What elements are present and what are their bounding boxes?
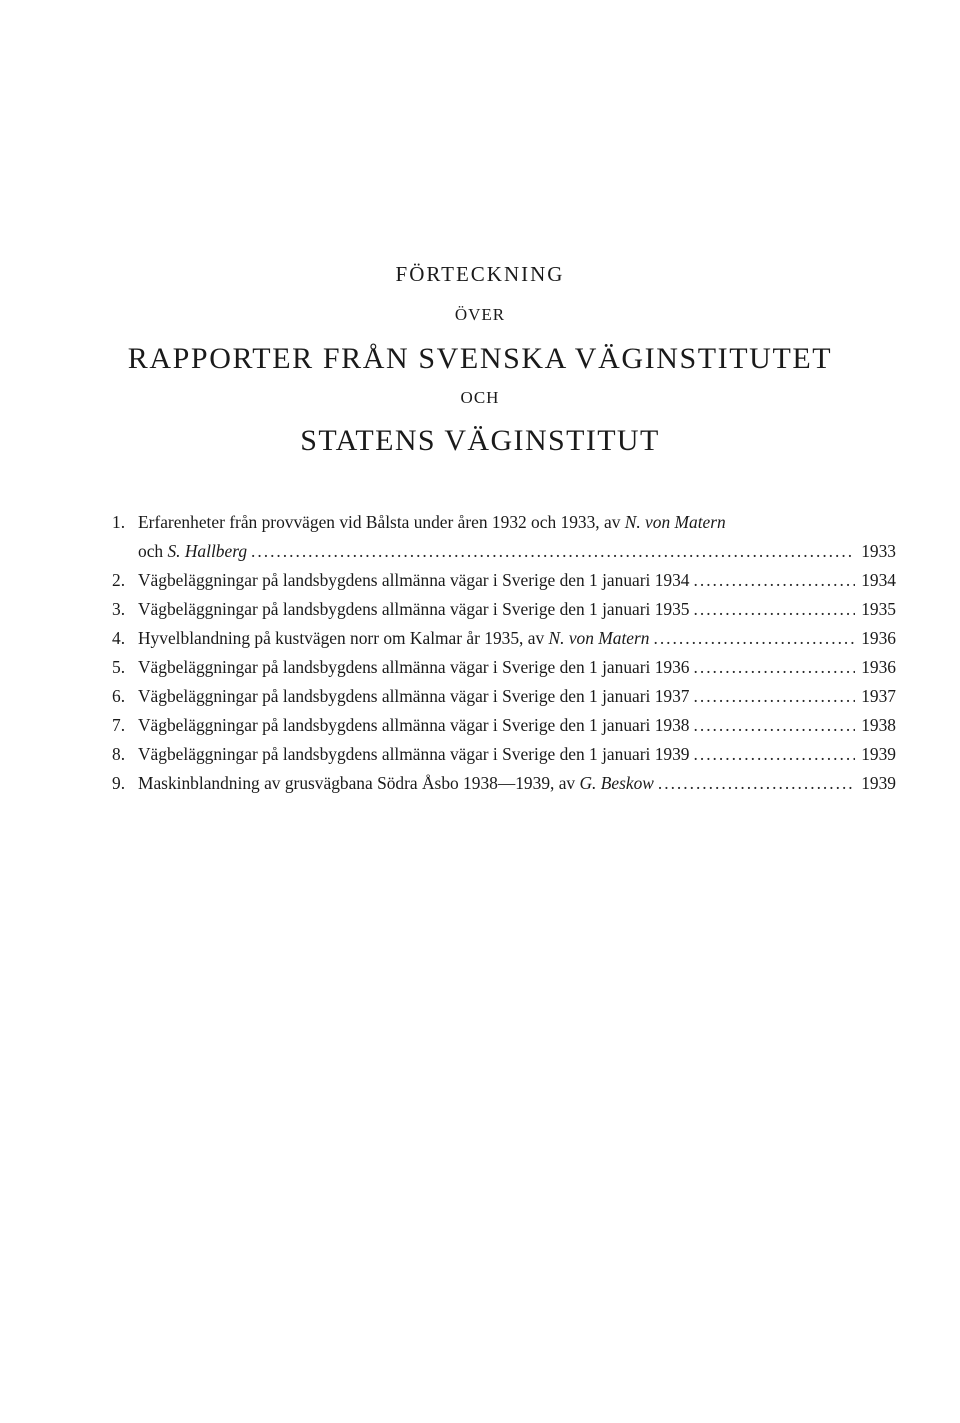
entry-number: 4. <box>112 628 126 648</box>
entry-number: 3. <box>112 599 126 619</box>
entry-year: 1938 <box>861 715 896 735</box>
entry-year: 1934 <box>861 570 896 590</box>
list-item <box>112 595 896 624</box>
entry-title: Maskinblandning av grusvägbana Södra Åsbo 1938—1939, av G. Beskow <box>138 773 654 793</box>
entry-year: 1939 <box>861 773 896 793</box>
heading-over: ÖVER <box>454 305 506 324</box>
dot-leader <box>251 537 855 566</box>
entry-number: 2. <box>112 570 126 590</box>
entry-number: 8. <box>112 744 126 764</box>
entry-title: Vägbeläggningar på landsbygdens allmänna vägar i Sverige den 1 januari 1938 <box>138 715 690 735</box>
entry-number: 9. <box>112 773 126 793</box>
list-item <box>112 653 896 682</box>
heading-forteckning: FÖRTECKNING <box>395 262 565 286</box>
dot-leader <box>658 769 855 798</box>
entry-year: 1936 <box>861 657 896 677</box>
entry-title: Vägbeläggningar på landsbygdens allmänna vägar i Sverige den 1 januari 1934 <box>138 570 690 590</box>
entry-number: 7. <box>112 715 126 735</box>
dot-leader <box>694 653 856 682</box>
entry-year: 1935 <box>861 599 896 619</box>
list-item <box>112 769 896 798</box>
entry-title: Vägbeläggningar på landsbygdens allmänna vägar i Sverige den 1 januari 1937 <box>138 686 690 706</box>
entry-title-continued: och S. Hallberg <box>138 541 248 561</box>
entry-title: Vägbeläggningar på landsbygdens allmänna vägar i Sverige den 1 januari 1939 <box>138 744 690 764</box>
entry-number: 1. <box>112 512 126 532</box>
dot-leader <box>694 740 856 769</box>
list-item <box>112 740 896 769</box>
dot-leader <box>653 624 855 653</box>
entry-author: N. von Matern <box>548 628 650 648</box>
entry-year: 1939 <box>861 744 896 764</box>
entry-year: 1937 <box>861 686 896 706</box>
dot-leader <box>694 595 856 624</box>
entry-title: Vägbeläggningar på landsbygdens allmänna vägar i Sverige den 1 januari 1936 <box>138 657 690 677</box>
report-list <box>112 508 896 798</box>
entry-title: Vägbeläggningar på landsbygdens allmänna vägar i Sverige den 1 januari 1935 <box>138 599 690 619</box>
entry-title: Erfarenheter från provvägen vid Bålsta under åren 1932 och 1933, av N. von Matern <box>138 512 726 532</box>
entry-author: G. Beskow <box>579 773 654 793</box>
entry-number: 6. <box>112 686 126 706</box>
heading-och: OCH <box>460 388 500 407</box>
entry-year: 1933 <box>861 541 896 561</box>
list-item <box>112 508 896 566</box>
list-item <box>112 566 896 595</box>
list-item <box>112 624 896 653</box>
dot-leader <box>694 682 856 711</box>
dot-leader <box>694 711 856 740</box>
entry-year: 1936 <box>861 628 896 648</box>
entry-author: N. von Matern <box>624 512 726 532</box>
entry-author: S. Hallberg <box>167 541 248 561</box>
heading-rapporter: RAPPORTER FRÅN SVENSKA VÄGINSTITUTET <box>127 342 833 375</box>
dot-leader <box>694 566 856 595</box>
list-item <box>112 711 896 740</box>
heading-statens-vaginstitut: STATENS VÄGINSTITUT <box>300 424 660 457</box>
entry-title: Hyvelblandning på kustvägen norr om Kalmar år 1935, av N. von Matern <box>138 628 650 648</box>
entry-number: 5. <box>112 657 126 677</box>
list-item <box>112 682 896 711</box>
